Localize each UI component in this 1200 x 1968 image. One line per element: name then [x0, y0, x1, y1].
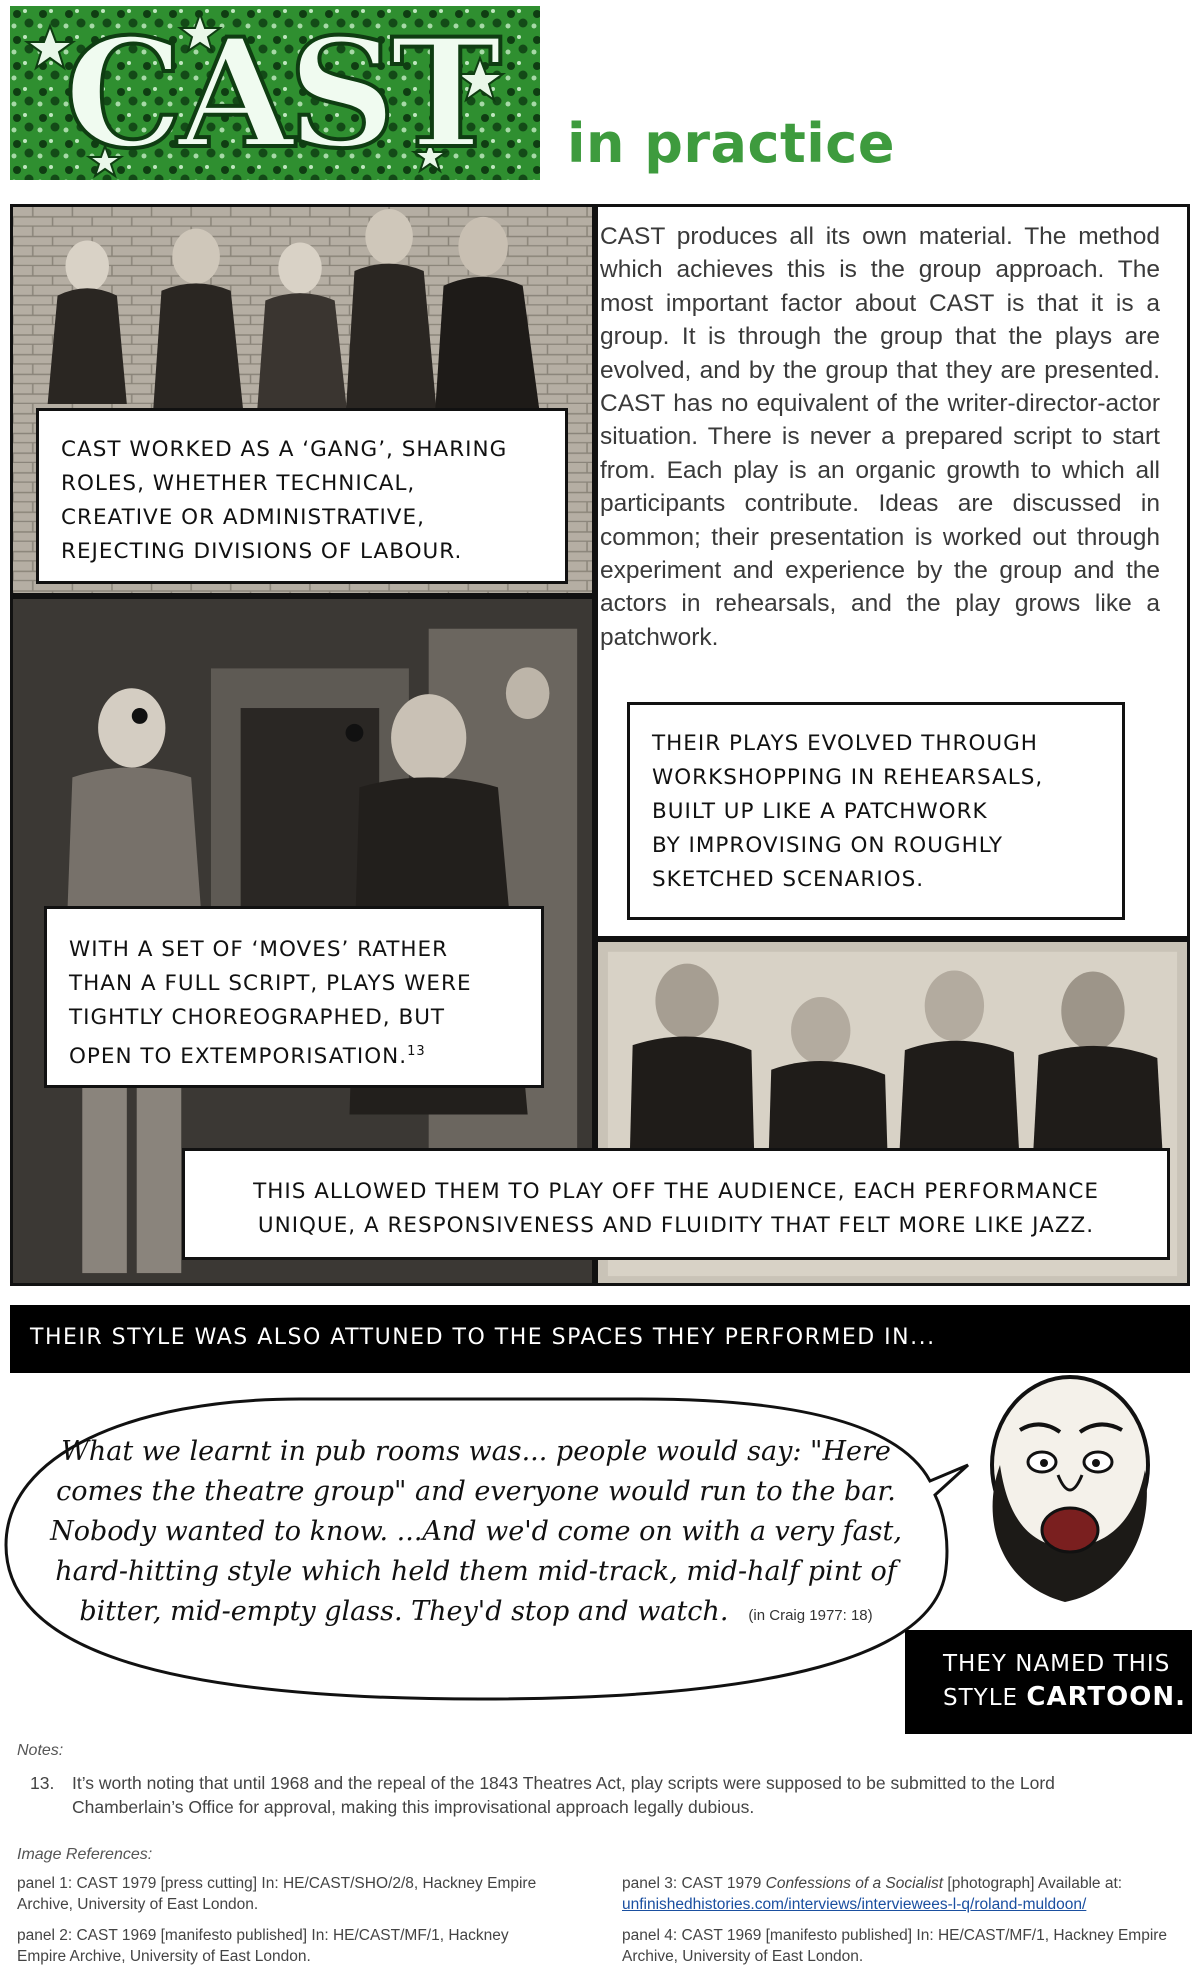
notes-label: Notes:	[17, 1742, 64, 1759]
quote-body: What we learnt in pub rooms was... people would say: "Here comes the theatre group" and everyone would run to the bar. Nobody wanted to know. ...And we'd come on with a very fast, hard-hitting style which held them mid-track, mid-half pint of bitter, mid-empty glass. They'd stop and watch.	[50, 1436, 902, 1627]
caption-moves-body: WITH A SET OF ‘MOVES’ RATHER THAN A FULL SCRIPT, PLAYS WERE TIGHTLY CHOREOGRAPHED, BUT OPEN TO EXTEMPORISATION.	[69, 937, 472, 1070]
reference-panel-1: panel 1: CAST 1979 [press cutting] In: HE/CAST/SHO/2/8, Hackney Empire Archive, University of East London.	[17, 1875, 537, 1913]
manifesto-text: CAST produces all its own material. The method which achieves this is the group approach. The most important factor about CAST is that it is a group. It is through the group that the plays are evolved, and by the group that they are presented. CAST has no equivalent of the writer-director-actor situation. There is never a prepared script to start from. Each play is an organic growth to which all participants contribute. Ideas are discussed in common; their presentation is worked out through experiment and experience by the group and the actors in rehearsals, and the play grows like a patchwork.	[600, 223, 1160, 651]
reference-panel-3	[622, 1873, 1182, 1915]
quote-block	[46, 1432, 906, 1636]
page-title: in practice	[567, 112, 895, 175]
caption-workshop-text: THEIR PLAYS EVOLVED THROUGH WORKSHOPPING IN REHEARSALS, BUILT UP LIKE A PATCHWORK BY IMPROVISING ON ROUGHLY SKETCHED SCENARIOS.	[652, 731, 1044, 892]
note-item	[30, 1771, 1170, 1819]
caption-gang-text: CAST WORKED AS A ‘GANG’, SHARING ROLES, WHETHER TECHNICAL, CREATIVE OR ADMINISTRATIVE, REJECTING DIVISIONS OF LABOUR.	[61, 437, 508, 564]
caption-jazz-text: THIS ALLOWED THEM TO PLAY OFF THE AUDIENCE, EACH PERFORMANCE UNIQUE, A RESPONSIVENESS AND FLUIDITY THAT FELT MORE LIKE JAZZ.	[253, 1179, 1099, 1238]
caption-gang	[36, 408, 568, 584]
caption-workshop	[627, 702, 1125, 920]
reference-panel-4: panel 4: CAST 1969 [manifesto published] In: HE/CAST/MF/1, Hackney Empire Archive, University of East London.	[622, 1927, 1168, 1965]
cartoon-word: CARTOON.	[1026, 1682, 1186, 1712]
quote-citation: (in Craig 1977: 18)	[748, 1607, 873, 1624]
reference-panel-3-link[interactable]: unfinishedhistories.com/interviews/interviewees-l-q/roland-muldoon/	[622, 1896, 1087, 1913]
cartoon-line-2-prefix: STYLE	[943, 1685, 1027, 1711]
reference-panel-2: panel 2: CAST 1969 [manifesto published] In: HE/CAST/MF/1, Hackney Empire Archive, University of East London.	[17, 1927, 509, 1965]
caption-moves-text	[69, 933, 541, 1074]
image-references-label: Image References:	[17, 1846, 153, 1863]
cartoon-style-box	[905, 1630, 1192, 1734]
cartoon-line-1: THEY NAMED THIS	[943, 1651, 1171, 1677]
reference-panel-3-prefix: panel 3: CAST 1979	[622, 1875, 766, 1892]
cast-logo	[10, 6, 540, 180]
logo-text: CAST	[64, 6, 496, 180]
caricature-face	[960, 1370, 1175, 1610]
banner-text: THEIR STYLE WAS ALSO ATTUNED TO THE SPACES THEY PERFORMED IN...	[30, 1325, 936, 1350]
logo-artwork	[10, 6, 540, 180]
note-text: It’s worth noting that until 1968 and the repeal of the 1843 Theatres Act, play scripts were supposed to be submitted to the Lord Chamberlain’s Office for approval, making this improvisational approach legally dubious.	[72, 1773, 1055, 1817]
caption-jazz	[182, 1148, 1170, 1260]
footnote-marker: 13	[407, 1044, 426, 1059]
reference-panel-3-title: Confessions of a Socialist	[765, 1875, 944, 1892]
note-number: 13.	[30, 1773, 55, 1793]
caption-moves	[44, 906, 544, 1088]
spaces-banner	[10, 1305, 1190, 1373]
cartoon-line-2	[943, 1681, 1192, 1715]
manifesto-excerpt	[600, 220, 1160, 740]
reference-panel-3-suffix: [photograph] Available at:	[943, 1875, 1123, 1892]
